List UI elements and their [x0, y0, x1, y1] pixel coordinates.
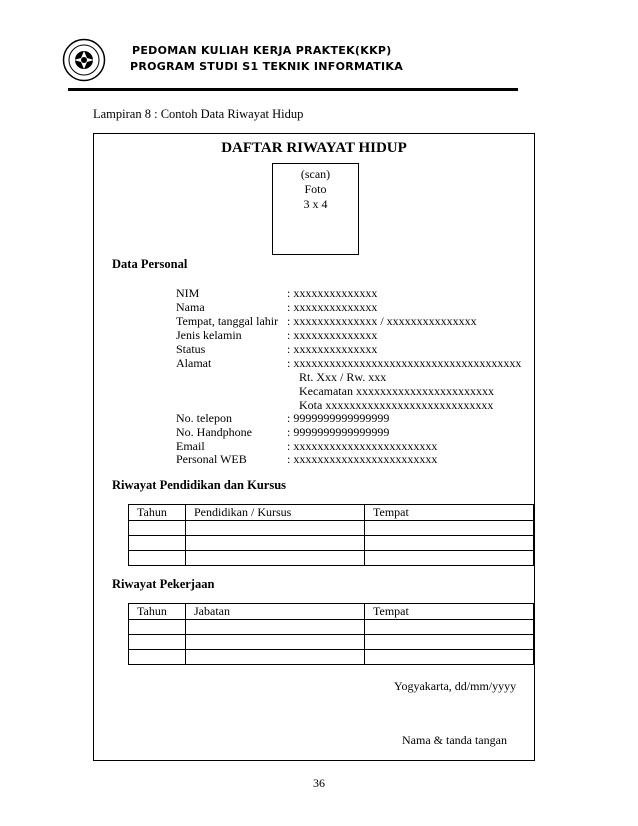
table-cell — [186, 650, 365, 665]
field-label: Tempat, tanggal lahir — [176, 314, 279, 328]
form-title: DAFTAR RIWAYAT HIDUP — [221, 140, 407, 156]
field-value: : 9999999999999999 — [287, 411, 390, 425]
table-cell — [365, 620, 534, 635]
photo-line-2: Foto — [304, 182, 327, 196]
address-line: Kota xxxxxxxxxxxxxxxxxxxxxxxxxxxx — [299, 398, 494, 412]
header-line-2: PROGRAM STUDI S1 TEKNIK INFORMATIKA — [130, 60, 404, 73]
field-label: Nama — [176, 300, 205, 314]
field-value: : 9999999999999999 — [287, 425, 390, 439]
table-cell — [129, 551, 186, 566]
university-seal-icon — [62, 38, 106, 82]
place-date: Yogyakarta, dd/mm/yyyy — [394, 679, 517, 693]
table-header-row — [129, 505, 534, 521]
field-label: Email — [176, 439, 205, 453]
work-table — [128, 603, 534, 665]
table-cell — [186, 635, 365, 650]
table-cell — [129, 635, 186, 650]
table-row — [129, 635, 534, 650]
table-cell — [186, 536, 365, 551]
table-cell — [365, 650, 534, 665]
appendix-caption: Lampiran 8 : Contoh Data Riwayat Hidup — [93, 107, 304, 121]
field-value: : xxxxxxxxxxxxxx — [287, 342, 378, 356]
field-label: Personal WEB — [176, 452, 247, 466]
section-heading-personal: Data Personal — [112, 257, 188, 271]
field-label: No. telepon — [176, 411, 232, 425]
education-table — [128, 504, 534, 566]
field-value: : xxxxxxxxxxxxxx — [287, 328, 378, 342]
table-row — [129, 536, 534, 551]
signature-label: Nama & tanda tangan — [402, 733, 507, 747]
section-heading-work: Riwayat Pekerjaan — [112, 577, 215, 591]
field-value: : xxxxxxxxxxxxxxxxxxxxxxxxxxxxxxxxxxxxxx — [287, 356, 522, 370]
table-row — [129, 650, 534, 665]
header-divider — [68, 88, 518, 91]
table-cell — [186, 521, 365, 536]
table-cell — [365, 635, 534, 650]
table-cell — [186, 551, 365, 566]
table-row — [129, 620, 534, 635]
field-label: Alamat — [176, 356, 212, 370]
field-label: Jenis kelamin — [176, 328, 242, 342]
column-header: Jabatan — [186, 604, 365, 620]
page-number: 36 — [313, 776, 325, 790]
table-cell — [129, 521, 186, 536]
table-cell — [365, 521, 534, 536]
column-header: Tahun — [129, 604, 186, 620]
field-value: : xxxxxxxxxxxxxxxxxxxxxxxx — [287, 439, 438, 453]
photo-line-3: 3 x 4 — [303, 197, 328, 211]
field-label: No. Handphone — [176, 425, 252, 439]
table-cell — [186, 620, 365, 635]
field-value: : xxxxxxxxxxxxxx — [287, 300, 378, 314]
field-label: NIM — [176, 286, 200, 300]
table-header-row — [129, 604, 534, 620]
photo-placeholder — [272, 163, 359, 255]
field-value: : xxxxxxxxxxxxxx / xxxxxxxxxxxxxxx — [287, 314, 477, 328]
column-header: Tempat — [365, 604, 534, 620]
table-cell — [129, 536, 186, 551]
section-heading-education: Riwayat Pendidikan dan Kursus — [112, 478, 287, 492]
photo-line-1: (scan) — [300, 167, 331, 181]
column-header: Tempat — [365, 505, 534, 521]
field-label: Status — [176, 342, 206, 356]
address-line: Kecamatan xxxxxxxxxxxxxxxxxxxxxxx — [299, 384, 494, 398]
table-cell — [129, 650, 186, 665]
address-line: Rt. Xxx / Rw. xxx — [299, 370, 387, 384]
table-row — [129, 551, 534, 566]
table-cell — [365, 551, 534, 566]
table-cell — [129, 620, 186, 635]
table-row — [129, 521, 534, 536]
table-cell — [365, 536, 534, 551]
header-line-1: PEDOMAN KULIAH KERJA PRAKTEK(KKP) — [132, 44, 392, 57]
column-header: Pendidikan / Kursus — [186, 505, 365, 521]
field-value: : xxxxxxxxxxxxxxxxxxxxxxxx — [287, 452, 438, 466]
column-header: Tahun — [129, 505, 186, 521]
field-value: : xxxxxxxxxxxxxx — [287, 286, 378, 300]
